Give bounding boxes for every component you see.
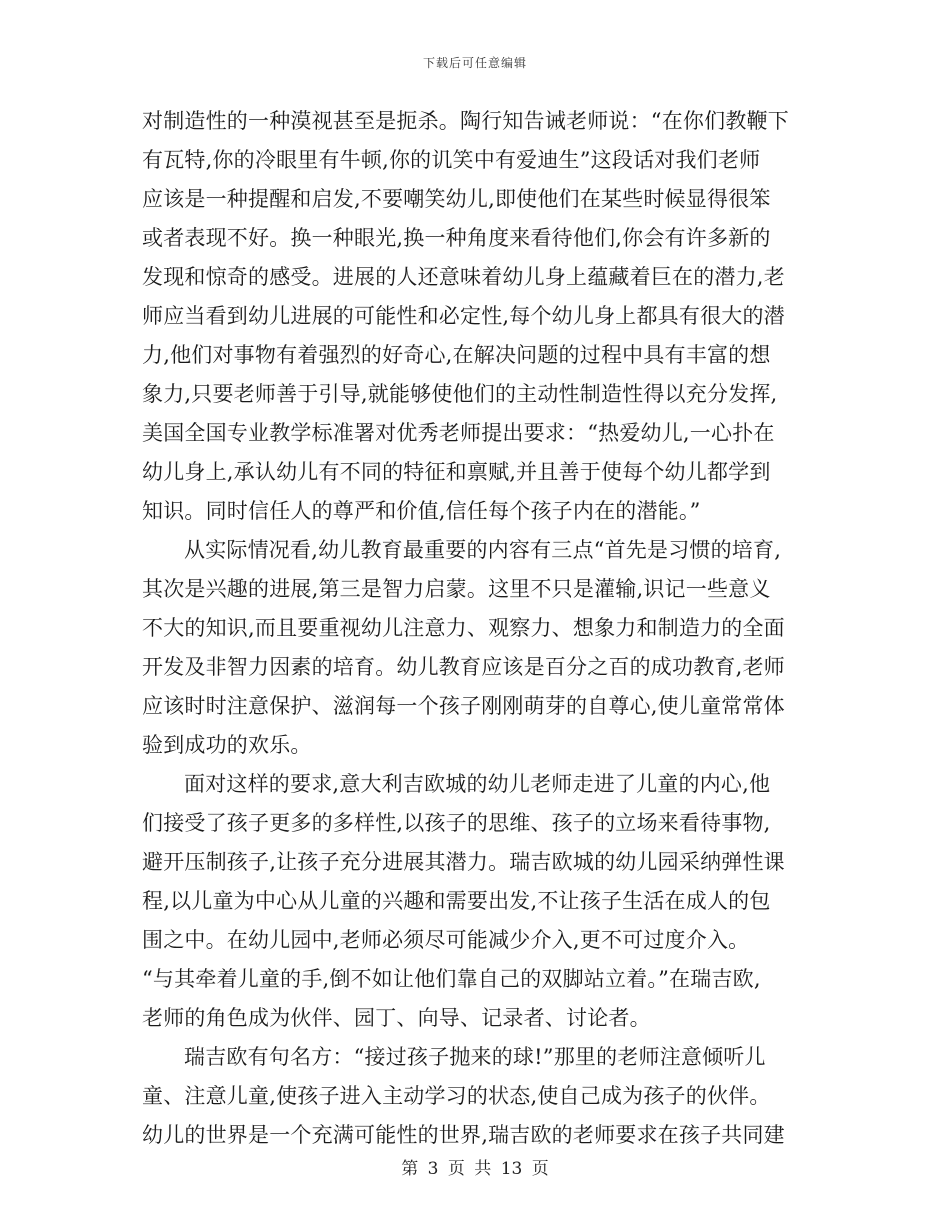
text-line: 验到成功的欢乐。: [142, 733, 312, 757]
text-line: 应该是一种提醒和启发,不要嘲笑幼儿,即使他们在某些时候显得很笨: [142, 187, 771, 211]
text-line: 其次是兴趣的进展,第三是智力启蒙。这里不只是灌输,识记一些意义: [142, 577, 771, 601]
text-line: 或者表现不好。换一种眼光,换一种角度来看待他们,你会有许多新的: [142, 226, 771, 250]
text-line: 不大的知识,而且要重视幼儿注意力、观察力、想象力和制造力的全面: [142, 616, 785, 640]
text-line: 幼儿的世界是一个充满可能性的世界,瑞吉欧的老师要求在孩子共同建: [142, 1123, 785, 1147]
text-line: 美国全国专业教学标准署对优秀老师提出要求：“热爱幼儿,一心扑在: [142, 421, 775, 445]
paragraph: [142, 102, 822, 531]
text-line: 们接受了孩子更多的多样性,以孩子的思维、孩子的立场来看待事物,: [142, 811, 771, 835]
text-line: 老师的角色成为伙伴、园丁、向导、记录者、讨论者。: [142, 1006, 651, 1030]
text-line: 避开压制孩子,让孩子充分进展其潜力。瑞吉欧城的幼儿园采纳弹性课: [142, 850, 785, 874]
text-line: 应该时时注意保护、滋润每一个孩子刚刚萌芽的自尊心,使儿童常常体: [142, 694, 785, 718]
text-line: 力,他们对事物有着强烈的好奇心,在解决问题的过程中具有丰富的想: [142, 343, 771, 367]
text-line: 从实际情况看,幼儿教育最重要的内容有三点“首先是习惯的培育,: [184, 538, 782, 562]
page-footer: 第 3 页 共 13 页: [401, 1159, 549, 1179]
text-line: 开发及非智力因素的培育。幼儿教育应该是百分之百的成功教育,老师: [142, 655, 785, 679]
text-line: 象力,只要老师善于引导,就能够使他们的主动性制造性得以充分发挥,: [142, 382, 778, 406]
text-line: 知识。同时信任人的尊严和价值,信任每个孩子内在的潜能。”: [142, 499, 701, 523]
text-line: 瑞吉欧有句名方：“接过孩子抛来的球!”那里的老师注意倾听儿: [184, 1045, 766, 1069]
text-line: 发现和惊奇的感受。进展的人还意味着幼儿身上蕴藏着巨在的潜力,老: [142, 265, 785, 289]
text-line: 师应当看到幼儿进展的可能性和必定性,每个幼儿身上都具有很大的潜: [142, 304, 785, 328]
text-line: 有瓦特,你的冷眼里有牛顿,你的讥笑中有爱迪生”这段话对我们老师: [142, 148, 761, 172]
text-line: 程,以儿童为中心从儿童的兴趣和需要出发,不让孩子生活在成人的包: [142, 889, 771, 913]
text-line: 幼儿身上,承认幼儿有不同的特征和禀赋,并且善于使每个幼儿都学到: [142, 460, 771, 484]
text-line: “与其牵着儿童的手,倒不如让他们靠自己的双脚站立着。”在瑞吉欧,: [142, 967, 761, 991]
paragraph: [142, 1038, 822, 1155]
paragraph: [142, 531, 822, 765]
paragraph: [142, 765, 822, 1038]
text-line: 围之中。在幼儿园中,老师必须尽可能减少介入,更不可过度介入。: [142, 928, 750, 952]
text-line: 童、注意儿童,使孩子进入主动学习的状态,使自己成为孩子的伙伴。: [142, 1084, 771, 1108]
page-header: 下载后可任意编辑: [422, 56, 527, 70]
text-line: 对制造性的一种漠视甚至是扼杀。陶行知告诫老师说：“在你们教鞭下: [142, 109, 789, 133]
text-line: 面对这样的要求,意大利吉欧城的幼儿老师走进了儿童的内心,他: [184, 772, 771, 796]
document-body: [142, 102, 822, 1155]
